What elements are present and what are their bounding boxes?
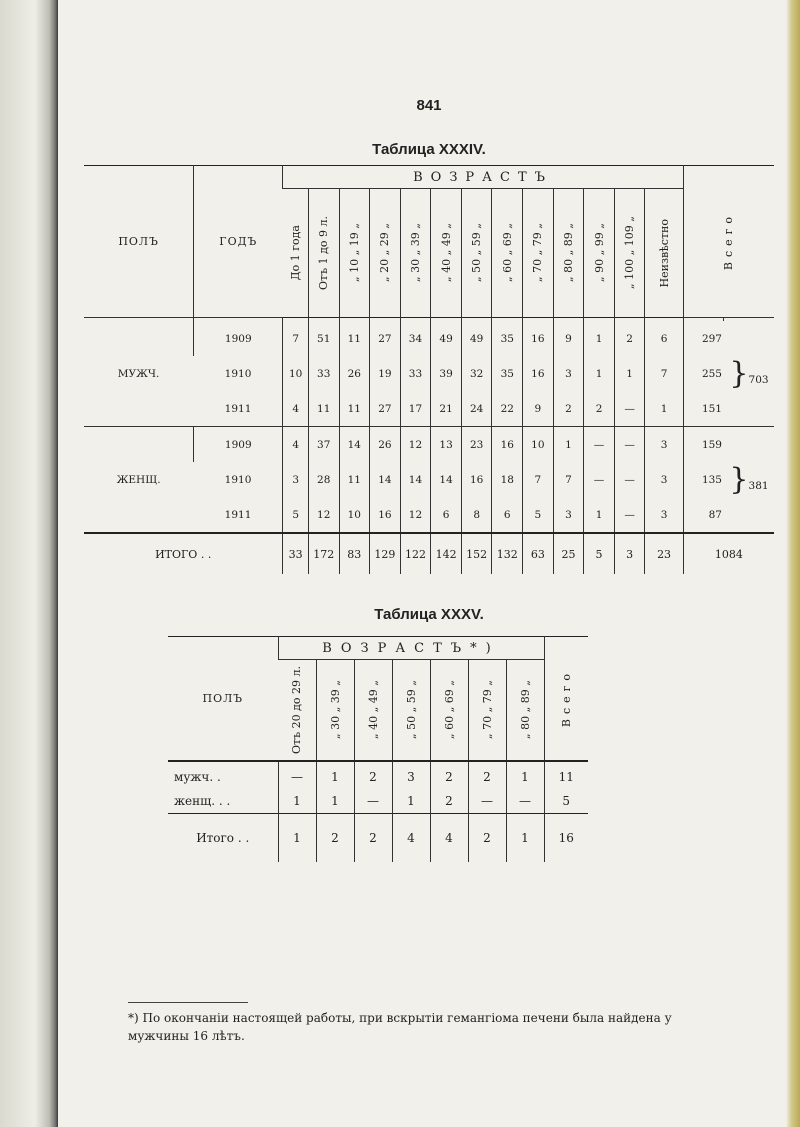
- value-cell: 3: [553, 356, 584, 391]
- table-xxxiv: [84, 165, 774, 574]
- t2-total-cell: 2: [468, 814, 506, 863]
- total-cell: 129: [370, 533, 401, 574]
- value-cell: 6: [431, 497, 462, 533]
- age-col: „ 40 „ 49 „: [431, 189, 462, 318]
- t2-value-cell: 5: [544, 789, 588, 814]
- t2-value-cell: —: [506, 789, 544, 814]
- value-cell: 9: [553, 321, 584, 356]
- value-cell: 16: [523, 356, 554, 391]
- value-cell: 16: [492, 427, 523, 463]
- t2-age-col: „ 50 „ 59 „: [392, 660, 430, 762]
- value-cell: 39: [431, 356, 462, 391]
- value-cell: 49: [461, 321, 492, 356]
- value-cell: —: [584, 462, 615, 497]
- table2-title: Таблица XXXV.: [374, 606, 484, 623]
- value-cell: 3: [645, 427, 683, 463]
- value-cell: 12: [400, 497, 431, 533]
- footnote-rule: [128, 1002, 248, 1003]
- grand-total: 1084: [683, 533, 774, 574]
- t2-age-col: Отъ 20 до 29 л.: [290, 666, 304, 754]
- t2-total-cell: 4: [392, 814, 430, 863]
- value-cell: 27: [370, 321, 401, 356]
- value-cell: 27: [370, 391, 401, 427]
- header-age: ВОЗРАСТЪ: [283, 166, 683, 189]
- value-cell: —: [614, 497, 645, 533]
- year-cell: 1910: [224, 473, 252, 486]
- t2-value-cell: 3: [392, 765, 430, 789]
- age-col: „ 20 „ 29 „: [370, 189, 401, 318]
- value-cell: 24: [461, 391, 492, 427]
- header-total: Всего: [683, 166, 774, 318]
- value-cell: 22: [492, 391, 523, 427]
- group-total: }703: [729, 355, 769, 391]
- t2-age-col: „ 80 „ 89 „: [506, 660, 544, 762]
- value-cell: 37: [308, 427, 339, 463]
- value-cell: 14: [400, 462, 431, 497]
- age-col: „ 30 „ 39 „: [400, 189, 431, 318]
- age-col: Неизвѣстно: [645, 189, 683, 318]
- value-cell: 35: [492, 356, 523, 391]
- total-cell: 142: [431, 533, 462, 574]
- page: [58, 0, 800, 1127]
- t2-age-col: „ 40 „ 49 „: [354, 660, 392, 762]
- value-cell: 16: [461, 462, 492, 497]
- t2-value-cell: 2: [430, 789, 468, 814]
- value-cell: 1: [584, 497, 615, 533]
- value-cell: 10: [339, 497, 370, 533]
- value-cell: 1: [614, 356, 645, 391]
- age-col: „ 90 „ 99 „: [584, 189, 615, 318]
- value-cell: 18: [492, 462, 523, 497]
- total-label: ИТОГО . .: [84, 533, 283, 574]
- t2-age-col: „ 70 „ 79 „: [468, 660, 506, 762]
- sex-label: МУЖЧ.: [117, 367, 160, 380]
- age-col: „ 70 „ 79 „: [523, 189, 554, 318]
- t2-table-row: [168, 789, 588, 814]
- footnote: *) По окончаніи настоящей работы, при вскрытіи гемангіома печени была найдена у мужчины 16 лѣтъ.: [128, 1011, 672, 1043]
- table1-title: Таблица XXXIV.: [372, 141, 486, 158]
- t2-header-age: ВОЗРАСТЪ*): [278, 637, 544, 660]
- age-col: „ 60 „ 69 „: [492, 189, 523, 318]
- t2-value-cell: 1: [278, 789, 316, 814]
- t2-total-cell: 2: [354, 814, 392, 863]
- year-cell: 1911: [224, 402, 252, 415]
- value-cell: —: [614, 427, 645, 463]
- value-cell: 32: [461, 356, 492, 391]
- value-cell: 33: [400, 356, 431, 391]
- sex-label: ЖЕНЩ.: [84, 427, 194, 534]
- age-col: Отъ 1 до 9 л.: [308, 189, 339, 318]
- value-cell: 11: [339, 391, 370, 427]
- age-col: „ 80 „ 89 „: [553, 189, 584, 318]
- value-cell: 14: [339, 427, 370, 463]
- t2-value-cell: —: [354, 789, 392, 814]
- value-cell: 11: [339, 462, 370, 497]
- value-cell: 12: [400, 427, 431, 463]
- t2-sex-label: мужч. .: [174, 770, 221, 784]
- value-cell: —: [584, 427, 615, 463]
- year-cell: 1910: [224, 367, 252, 380]
- value-cell: 13: [431, 427, 462, 463]
- t2-sex-label: женщ. . .: [174, 794, 231, 808]
- total-row: [84, 533, 774, 574]
- t2-value-cell: —: [278, 765, 316, 789]
- group-total: }381: [724, 427, 774, 534]
- total-cell: 152: [461, 533, 492, 574]
- value-cell: 34: [400, 321, 431, 356]
- total-cell: 5: [584, 533, 615, 574]
- value-cell: 3: [645, 462, 683, 497]
- value-cell: —: [614, 462, 645, 497]
- row-sum: 297: [683, 321, 724, 356]
- t2-total-cell: 4: [430, 814, 468, 863]
- brace-icon: }: [729, 355, 749, 391]
- value-cell: 3: [645, 497, 683, 533]
- value-cell: 11: [308, 391, 339, 427]
- value-cell: 10: [523, 427, 554, 463]
- page-edge: [786, 0, 800, 1127]
- t2-total-cell: 2: [316, 814, 354, 863]
- t2-total-label: Итого . .: [168, 814, 278, 863]
- value-cell: 19: [370, 356, 401, 391]
- age-col: До 1 года: [288, 225, 302, 281]
- value-cell: 8: [461, 497, 492, 533]
- value-cell: 4: [283, 391, 309, 427]
- total-cell: 63: [523, 533, 554, 574]
- age-col: „ 50 „ 59 „: [461, 189, 492, 318]
- table-row: [84, 321, 774, 356]
- value-cell: —: [614, 391, 645, 427]
- value-cell: 16: [523, 321, 554, 356]
- total-cell: 83: [339, 533, 370, 574]
- t2-header-total: Всего: [544, 637, 588, 762]
- value-cell: 14: [431, 462, 462, 497]
- value-cell: 28: [308, 462, 339, 497]
- value-cell: 7: [283, 321, 309, 356]
- value-cell: 1: [584, 321, 615, 356]
- value-cell: 1: [584, 356, 615, 391]
- total-cell: 25: [553, 533, 584, 574]
- value-cell: 2: [614, 321, 645, 356]
- value-cell: 7: [523, 462, 554, 497]
- age-col: „ 100 „ 109 „: [614, 189, 645, 318]
- value-cell: 1: [553, 427, 584, 463]
- header-year: ГОДЪ: [194, 166, 283, 318]
- value-cell: 1: [645, 391, 683, 427]
- total-cell: 33: [283, 533, 309, 574]
- value-cell: 3: [283, 462, 309, 497]
- row-sum: 151: [683, 391, 724, 427]
- value-cell: 11: [339, 321, 370, 356]
- year-cell: 1909: [194, 321, 283, 356]
- total-cell: 122: [400, 533, 431, 574]
- total-cell: 3: [614, 533, 645, 574]
- value-cell: 4: [283, 427, 309, 463]
- value-cell: 51: [308, 321, 339, 356]
- row-sum: 159: [683, 427, 724, 463]
- row-sum: 135: [683, 462, 724, 497]
- t2-value-cell: 2: [430, 765, 468, 789]
- value-cell: 2: [553, 391, 584, 427]
- t2-total-row: [168, 814, 588, 863]
- value-cell: 5: [283, 497, 309, 533]
- year-cell: 1909: [194, 427, 283, 463]
- t2-age-col: „ 30 „ 39 „: [316, 660, 354, 762]
- t2-value-cell: 11: [544, 765, 588, 789]
- t2-value-cell: —: [468, 789, 506, 814]
- value-cell: 9: [523, 391, 554, 427]
- value-cell: 14: [370, 462, 401, 497]
- value-cell: 26: [370, 427, 401, 463]
- total-cell: 172: [308, 533, 339, 574]
- page-number: 841: [416, 97, 442, 114]
- t2-age-col: „ 60 „ 69 „: [430, 660, 468, 762]
- value-cell: 2: [584, 391, 615, 427]
- header-sex: ПОЛЪ: [84, 166, 194, 318]
- value-cell: 6: [492, 497, 523, 533]
- t2-total-cell: 1: [506, 814, 544, 863]
- t2-total-cell: 1: [278, 814, 316, 863]
- value-cell: 35: [492, 321, 523, 356]
- brace-icon: }: [729, 461, 749, 497]
- value-cell: 23: [461, 427, 492, 463]
- value-cell: 16: [370, 497, 401, 533]
- value-cell: 12: [308, 497, 339, 533]
- t2-value-cell: 1: [506, 765, 544, 789]
- t2-value-cell: 1: [316, 789, 354, 814]
- t2-header-sex: ПОЛЪ: [168, 637, 278, 762]
- value-cell: 3: [553, 497, 584, 533]
- t2-table-row: [168, 765, 588, 789]
- total-cell: 23: [645, 533, 683, 574]
- value-cell: 49: [431, 321, 462, 356]
- row-sum: 87: [683, 497, 724, 533]
- value-cell: 17: [400, 391, 431, 427]
- value-cell: 26: [339, 356, 370, 391]
- table-row: [84, 427, 774, 463]
- t2-value-cell: 1: [316, 765, 354, 789]
- total-cell: 132: [492, 533, 523, 574]
- table-xxxv: [168, 636, 588, 862]
- age-col: „ 10 „ 19 „: [339, 189, 370, 318]
- value-cell: 33: [308, 356, 339, 391]
- t2-value-cell: 2: [468, 765, 506, 789]
- t2-value-cell: 2: [354, 765, 392, 789]
- row-sum: 255: [683, 356, 724, 391]
- value-cell: 10: [283, 356, 309, 391]
- book-spine: [0, 0, 58, 1127]
- value-cell: 21: [431, 391, 462, 427]
- value-cell: 7: [645, 356, 683, 391]
- t2-value-cell: 1: [392, 789, 430, 814]
- value-cell: 5: [523, 497, 554, 533]
- value-cell: 7: [553, 462, 584, 497]
- value-cell: 6: [645, 321, 683, 356]
- year-cell: 1911: [224, 508, 252, 521]
- t2-total-cell: 16: [544, 814, 588, 863]
